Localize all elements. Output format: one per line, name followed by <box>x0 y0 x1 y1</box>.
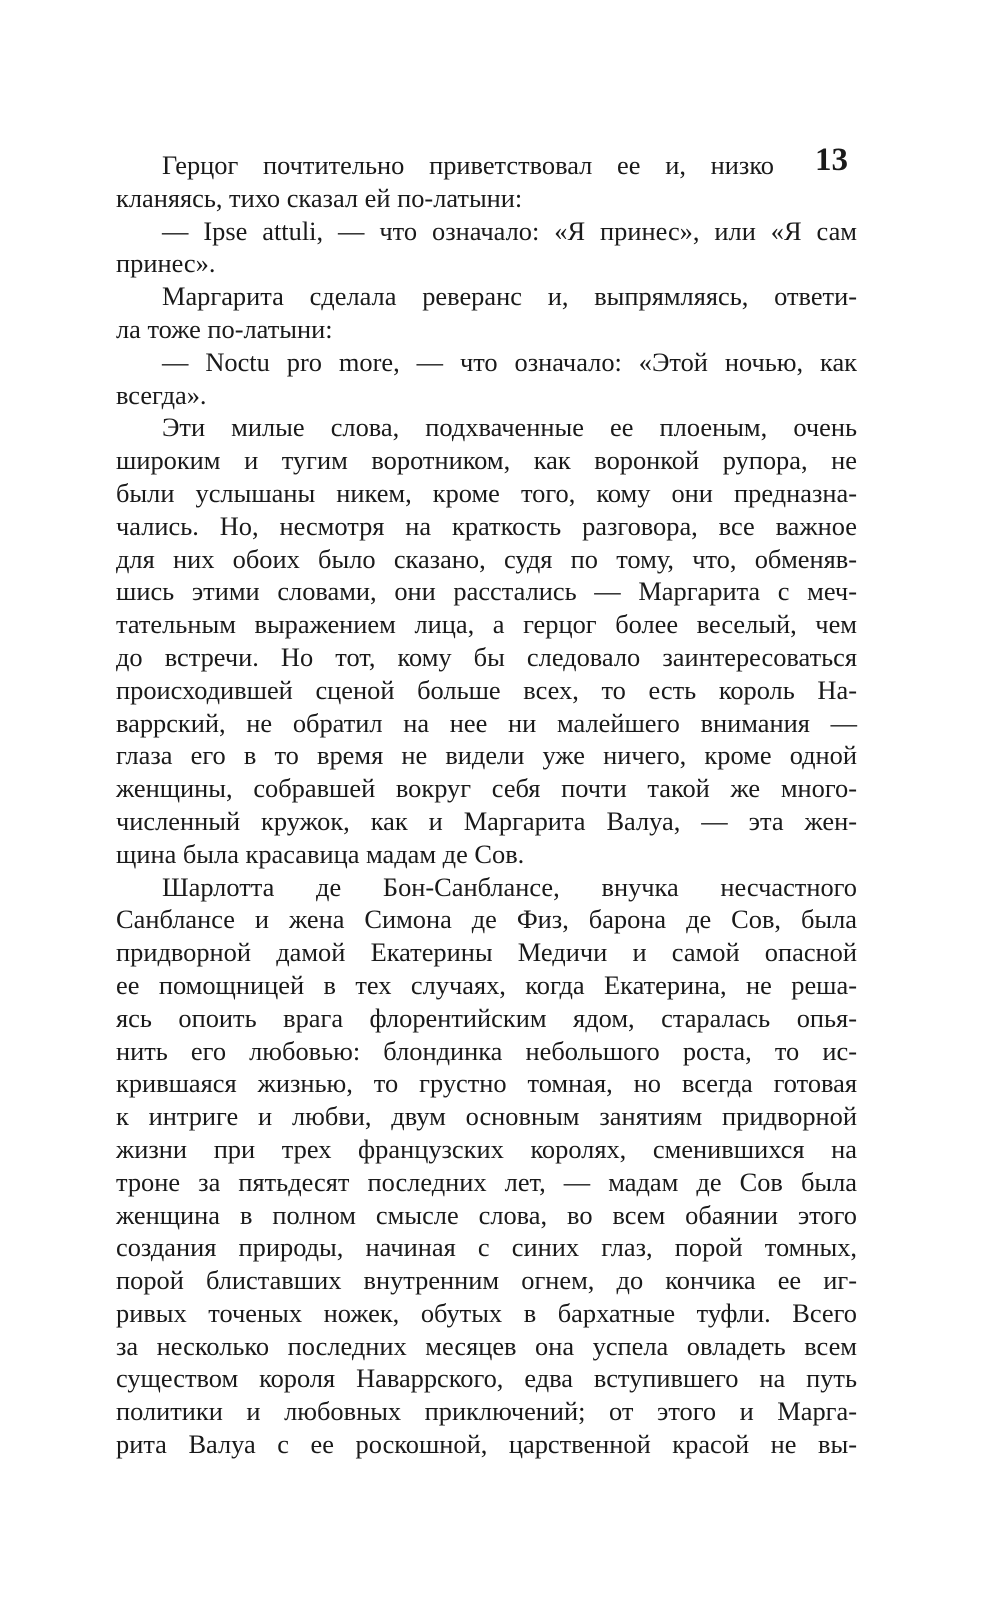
text-line: ясь опоить врага флорентийским ядом, старалась опья- <box>116 1002 857 1033</box>
text-line: численный кружок, как и Маргарита Валуа, — эта жен- <box>116 805 857 836</box>
text-line: для них обоих было сказано, судя по тому, что, обменяв- <box>116 543 857 574</box>
text-line: щина была красавица мадам де Сов. <box>116 838 525 869</box>
text-line: широким и тугим воротником, как воронкой рупора, не <box>116 445 857 476</box>
text-line: Шарлотта де Бон-Санблансе, внучка несчастного <box>162 871 857 902</box>
text-line: рита Валуа с ее роскошной, царственной красой не вы- <box>116 1429 857 1460</box>
text-line: Эти милые слова, подхваченные ее плоеным, очень <box>162 412 857 443</box>
text-line: придворной дамой Екатерины Медичи и самой опасной <box>116 937 857 968</box>
text-line: происходившей сценой больше всех, то есть король На- <box>116 674 857 705</box>
text-line: чались. Но, несмотря на краткость разговора, все важное <box>116 510 857 541</box>
text-line: ла тоже по-латыни: <box>116 313 333 344</box>
text-line: Санблансе и жена Симона де Физ, барона де Сов, была <box>116 904 857 935</box>
text-line: — Ipse attuli, — что означало: «Я принес», или «Я сам <box>162 215 857 246</box>
text-line: Герцог почтительно приветствовал ее и, низко <box>162 150 774 180</box>
text-line: Маргарита сделала реверанс и, выпрямляясь, ответи- <box>162 281 857 312</box>
text-line: были услышаны никем, кроме того, кому они предназна- <box>116 477 857 508</box>
text-line: создания природы, начиная с синих глаз, порой томных, <box>116 1232 857 1263</box>
text-line: нить его любовью: блондинка небольшого роста, то ис- <box>116 1035 857 1066</box>
text-line: шись этими словами, они расстались — Маргарита с меч- <box>116 576 857 607</box>
text-line: кланяясь, тихо сказал ей по-латыни: <box>116 182 523 213</box>
text-line: политики и любовных приключений; от этого и Марга- <box>116 1396 857 1427</box>
text-line: тательным выражением лица, а герцог более веселый, чем <box>116 609 857 640</box>
text-line: — Noctu pro more, — что означало: «Этой ночью, как <box>162 346 857 377</box>
text-line: к интриге и любви, двум основным занятиям придворной <box>116 1101 857 1132</box>
text-line: женщина в полном смысле слова, во всем обаянии этого <box>116 1199 857 1230</box>
text-line: крившаяся жизнью, то грустно томная, но всегда готовая <box>116 1068 857 1099</box>
text-line: за несколько последних месяцев она успела овладеть всем <box>116 1330 857 1361</box>
page-number: 13 <box>815 142 848 178</box>
text-line: глаза его в то время не видели уже ничего, кроме одной <box>116 740 857 771</box>
text-line: существом короля Наваррского, едва вступившего на путь <box>116 1363 857 1394</box>
text-line: ее помощницей в тех случаях, когда Екатерина, не реша- <box>116 969 857 1000</box>
text-line: ривых точеных ножек, обутых в бархатные туфли. Всего <box>116 1297 857 1328</box>
text-line: порой блиставших внутренним огнем, до кончика ее иг- <box>116 1265 857 1296</box>
text-line: варрский, не обратил на нее ни малейшего внимания — <box>116 707 857 738</box>
text-line: женщины, собравшей вокруг себя почти такой же много- <box>116 773 857 804</box>
text-line: троне за пятьдесят последних лет, — мадам де Сов была <box>116 1166 857 1197</box>
text-line: жизни при трех французских королях, сменившихся на <box>116 1133 857 1164</box>
text-line: принес». <box>116 248 216 279</box>
text-line: всегда». <box>116 379 207 410</box>
text-line: до встречи. Но тот, кому бы следовало заинтересоваться <box>116 641 857 672</box>
body-text <box>116 149 857 1461</box>
